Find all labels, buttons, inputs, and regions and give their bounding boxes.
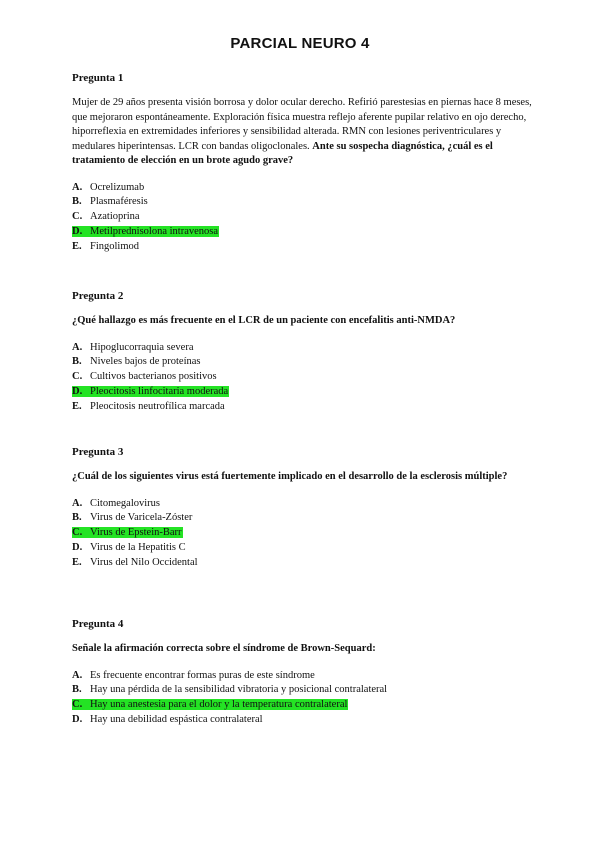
question-2 — [72, 290, 532, 414]
option-letter: B. — [72, 356, 82, 368]
option-text: Hay una debilidad espástica contralateral — [90, 713, 263, 725]
option-text: Hay una anestesia para el dolor y la temperatura contralateral — [90, 699, 348, 711]
option-letter: E. — [72, 240, 82, 252]
option-letter: C. — [72, 211, 83, 223]
option-b[interactable] — [72, 355, 532, 370]
question-label: Pregunta 1 — [72, 72, 124, 84]
option-text: Ocrelizumab — [90, 181, 145, 193]
option-c[interactable] — [72, 370, 532, 385]
option-letter: D. — [72, 713, 83, 725]
option-b[interactable] — [72, 195, 532, 210]
question-stem: ¿Qué hallazgo es más frecuente en el LCR de un paciente con encefalitis anti-NMDA? — [72, 315, 456, 326]
option-e[interactable] — [72, 240, 532, 255]
page-title: PARCIAL NEURO 4 — [230, 35, 370, 52]
option-letter: A. — [72, 669, 83, 681]
question-stem: ¿Cuál de los siguientes virus está fuertemente implicado en el desarrollo de la esclerosis múltiple? — [72, 471, 508, 482]
option-d-correct[interactable] — [72, 385, 532, 400]
option-text: Hay una pérdida de la sensibilidad vibratoria y posicional contralateral — [90, 684, 388, 696]
option-letter: B. — [72, 684, 82, 696]
option-letter: D. — [72, 541, 83, 553]
option-d[interactable] — [72, 541, 532, 556]
option-letter: A. — [72, 181, 83, 193]
option-a[interactable] — [72, 669, 532, 684]
option-c-correct[interactable] — [72, 526, 532, 541]
options-list — [72, 669, 532, 728]
option-text: Virus del Nilo Occidental — [90, 556, 198, 568]
option-text: Citomegalovirus — [90, 497, 160, 509]
option-text: Es frecuente encontrar formas puras de este síndrome — [90, 669, 315, 681]
option-text: Hipoglucorraquia severa — [90, 341, 194, 353]
question-stem-text: Mujer de 29 años presenta visión borrosa y dolor ocular derecho. Refirió parestesias en piernas hace 8 meses, que mejoraron espontáneamente. Exploración física muestra reflejo aferente pupilar relativo en ojo derecho, hiporreflexia en extremidades inferiores y sensibilidad alterada. RMN con lesiones periventriculares y medulares hiperintensas. LCR con bandas oligoclonales. — [72, 97, 532, 152]
question-3 — [72, 446, 532, 570]
option-d-correct[interactable] — [72, 225, 532, 240]
option-letter: A. — [72, 341, 83, 353]
option-text: Cultivos bacterianos positivos — [90, 371, 217, 383]
option-a[interactable] — [72, 497, 532, 512]
option-e[interactable] — [72, 556, 532, 571]
option-letter: B. — [72, 196, 82, 208]
option-text: Virus de la Hepatitis C — [90, 541, 186, 553]
options-list — [72, 497, 532, 571]
option-c-correct[interactable] — [72, 698, 532, 713]
option-letter: A. — [72, 497, 83, 509]
option-text: Pleocitosis linfocitaria moderada — [90, 385, 229, 397]
option-d[interactable] — [72, 713, 532, 728]
option-text: Virus de Varicela-Zóster — [90, 512, 193, 524]
option-letter: C. — [72, 699, 83, 711]
question-label: Pregunta 3 — [72, 446, 124, 458]
question-stem-bold: Ante su sospecha diagnóstica, ¿cuál es el tratamiento de elección en un brote agudo grave? — [72, 140, 493, 166]
question-stem — [72, 96, 532, 169]
option-a[interactable] — [72, 341, 532, 356]
option-a[interactable] — [72, 181, 532, 196]
question-1 — [72, 72, 532, 254]
options-list — [72, 181, 532, 255]
question-stem: Señale la afirmación correcta sobre el síndrome de Brown-Sequard: — [72, 643, 376, 654]
option-letter: D. — [72, 385, 83, 397]
option-text: Virus de Epstein-Barr — [90, 527, 182, 539]
option-text: Plasmaféresis — [90, 196, 148, 208]
options-list — [72, 341, 532, 415]
option-letter: C. — [72, 527, 83, 539]
option-letter: E. — [72, 556, 82, 568]
question-label: Pregunta 4 — [72, 618, 124, 630]
option-letter: D. — [72, 225, 83, 237]
option-text: Metilprednisolona intravenosa — [90, 225, 219, 237]
question-label: Pregunta 2 — [72, 290, 124, 302]
option-b[interactable] — [72, 683, 532, 698]
option-letter: B. — [72, 512, 82, 524]
option-letter: E. — [72, 400, 82, 412]
option-text: Pleocitosis neutrofílica marcada — [90, 400, 225, 412]
option-text: Fingolimod — [90, 240, 140, 252]
option-b[interactable] — [72, 511, 532, 526]
question-4 — [72, 618, 532, 728]
option-letter: C. — [72, 371, 83, 383]
option-text: Azatioprina — [90, 211, 140, 223]
option-e[interactable] — [72, 400, 532, 415]
option-text: Niveles bajos de proteínas — [90, 356, 201, 368]
option-c[interactable] — [72, 210, 532, 225]
